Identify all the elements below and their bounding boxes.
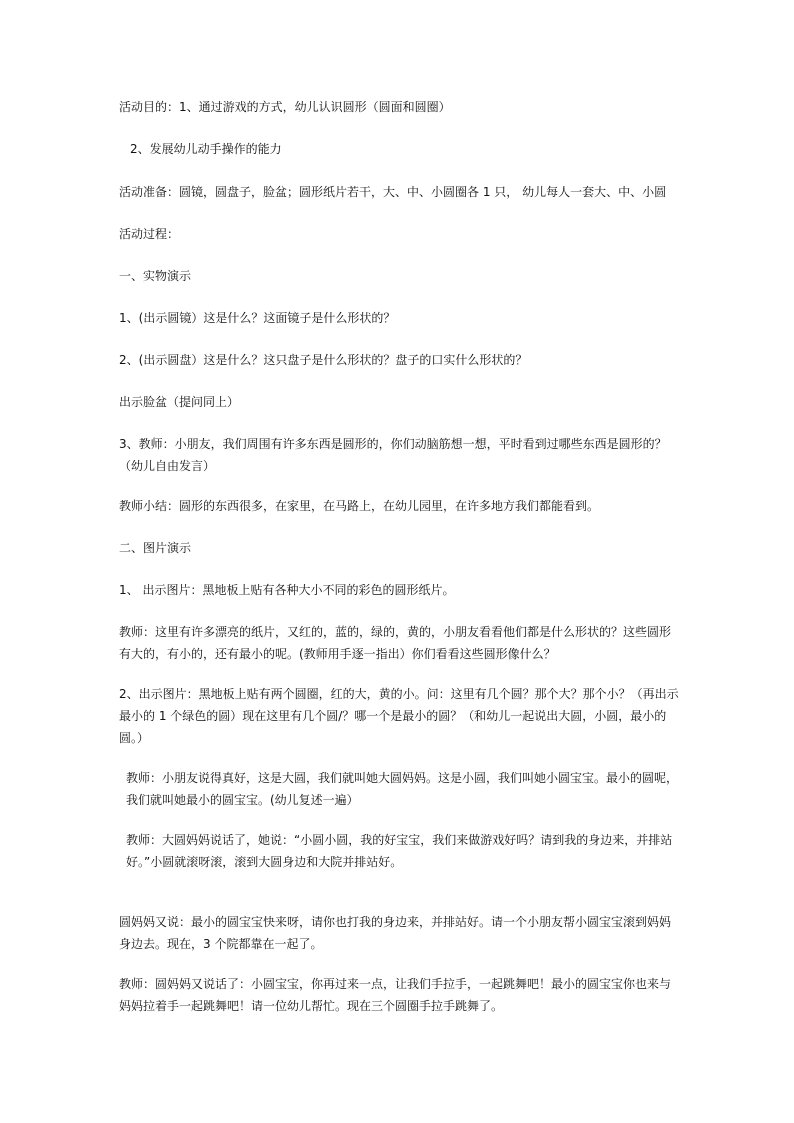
paragraph-show-picture-1: 1、 出示图片：黑地板上贴有各种大小不同的彩色的圆形纸片。 — [119, 583, 455, 597]
paragraph-teacher-summary: 教师小结：圆形的东西很多，在家里，在马路上，在幼儿园里，在许多地方我们都能看到。 — [119, 499, 600, 513]
paragraph-mother-speaks: 教师：大圆妈妈说话了，她说：“小圆小圆，我的好宝宝，我们来做游戏好吗？请到我的身边来，并排站好。”小圆就滚呀滚，滚到大圆身边和大院并排站好。 — [126, 833, 673, 869]
paragraph-process-heading: 活动过程： — [119, 227, 180, 241]
paragraph-teacher-praise: 教师：小朋友说得真好，这是大圆，我们就叫她大圆妈妈。这是小圆，我们叫她小圆宝宝。最小的圆呢，我们就叫她最小的圆宝宝。(幼儿复述一遍） — [126, 771, 679, 807]
paragraph-dance: 教师：圆妈妈又说话了：小圆宝宝，你再过来一点，让我们手拉手，一起跳舞吧！最小的圆宝宝你也来与妈妈拉着手一起跳舞吧！请一位幼儿帮忙。现在三个圆圈手拉手跳舞了。 — [119, 977, 672, 1013]
paragraph-preparation: 活动准备：圆镜，圆盘子，脸盆；圆形纸片若干，大、中、小圆圈各 1 只， 幼儿每人一套大、中、小圆 — [119, 185, 667, 199]
section-heading-objects: 一、实物演示 — [119, 269, 192, 283]
paragraph-goal-2: 2、发展幼儿动手操作的能力 — [130, 142, 282, 156]
paragraph-plate: 2、(出示圆盘）这是什么？这只盘子是什么形状的？盘子的口实什么形状的？ — [119, 353, 528, 367]
paragraph-activity-goal: 活动目的：1、通过游戏的方式，幼儿认识圆形（圆面和圆圈） — [119, 100, 451, 114]
paragraph-teacher-paper: 教师：这里有许多漂亮的纸片，又红的，蓝的，绿的，黄的，小朋友看看他们都是什么形状的？这些圆形有大的，有小的，还有最小的呢。(教师用手逐一指出）你们看看这些圆形像什么？ — [119, 625, 672, 661]
paragraph-show-picture-2: 2、出示图片：黑地板上贴有两个圆圈，红的大，黄的小。问：这里有几个圆？那个大？那个小？（再出示最小的 1 个绿色的圆）现在这里有几个圆/？哪一个是最小的圆？（和幼儿一起说出大圆，小圆，最小的圆。） — [119, 687, 679, 745]
section-heading-pictures: 二、图片演示 — [119, 541, 192, 555]
paragraph-mother-again: 圆妈妈又说：最小的圆宝宝快来呀，请你也打我的身边来，并排站好。请一个小朋友帮小圆宝宝滚到妈妈身边去。现在，3 个院都靠在一起了。 — [119, 915, 672, 951]
paragraph-mirror: 1、(出示圆镜）这是什么？这面镜子是什么形状的？ — [119, 311, 396, 325]
paragraph-basin: 出示脸盆（提问同上） — [119, 395, 240, 409]
paragraph-teacher-question: 3、教师：小朋友，我们周围有许多东西是圆形的，你们动脑筋想一想，平时看到过哪些东西是圆形的？（幼儿自由发言） — [119, 437, 667, 473]
